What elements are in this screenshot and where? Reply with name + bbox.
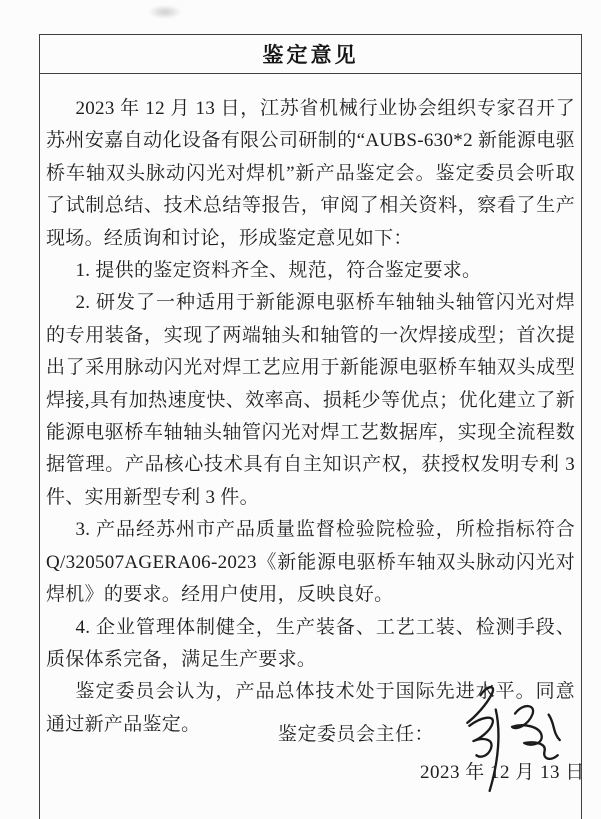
opinion-paragraph-item1: 1. 提供的鉴定资料齐全、规范，符合鉴定要求。 [75,260,482,282]
opinion-paragraph-conclusion: 鉴定委员会认为，产品总体技术处于国际先进水平。同意通过新产品鉴定。 [46,681,575,735]
document-body [40,74,581,741]
appraisal-opinion-box [39,34,585,819]
opinion-paragraph-item2: 2. 研发了一种适用于新能源电驱桥车轴轴头轴管闪光对焊的专用装备，实现了两端轴头和轴管的一次焊接成型；首次提出了采用脉动闪光对焊工艺应用于新能源电驱桥车轴双头成型焊接,具有加热速度快、效率高、损耗少等优点；优化建立了新能源电驱桥车轴轴头轴管闪光对焊工艺数据库，实现全流程数据管理。产品核心技术具有自主知识产权，获授权发明专利 3 件、实用新型专利 3 件。 [46,292,575,508]
page-title: 鉴定意见 [262,43,359,67]
signature-date: 2023 年 12 月 13 日 [420,762,585,783]
opinion-paragraph-intro: 2023 年 12 月 13 日，江苏省机械行业协会组织专家召开了苏州安嘉自动化设备有限公司研制的“AUBS-630*2 新能源电驱桥车轴双头脉动闪光对焊机”新产品鉴定会。鉴定委员会听取了试制总结、技术总结等报告，审阅了相关资料，察看了生产现场。经质询和讨论，形成鉴定意见如下： [46,98,575,249]
opinion-paragraph-item3: 3. 产品经苏州市产品质量监督检验院检验，所检指标符合 Q/320507AGERA06-2023《新能源电驱桥车轴双头脉动闪光对焊机》的要求。经用户使用，反映良好。 [46,519,575,606]
opinion-paragraph-item4: 4. 企业管理体制健全，生产装备、工艺工装、检测手段、质保体系完备，满足生产要求。 [46,616,575,670]
signature-label: 鉴定委员会主任： [278,724,435,745]
document-title-bar [40,35,581,74]
scan-smudge [148,5,182,19]
